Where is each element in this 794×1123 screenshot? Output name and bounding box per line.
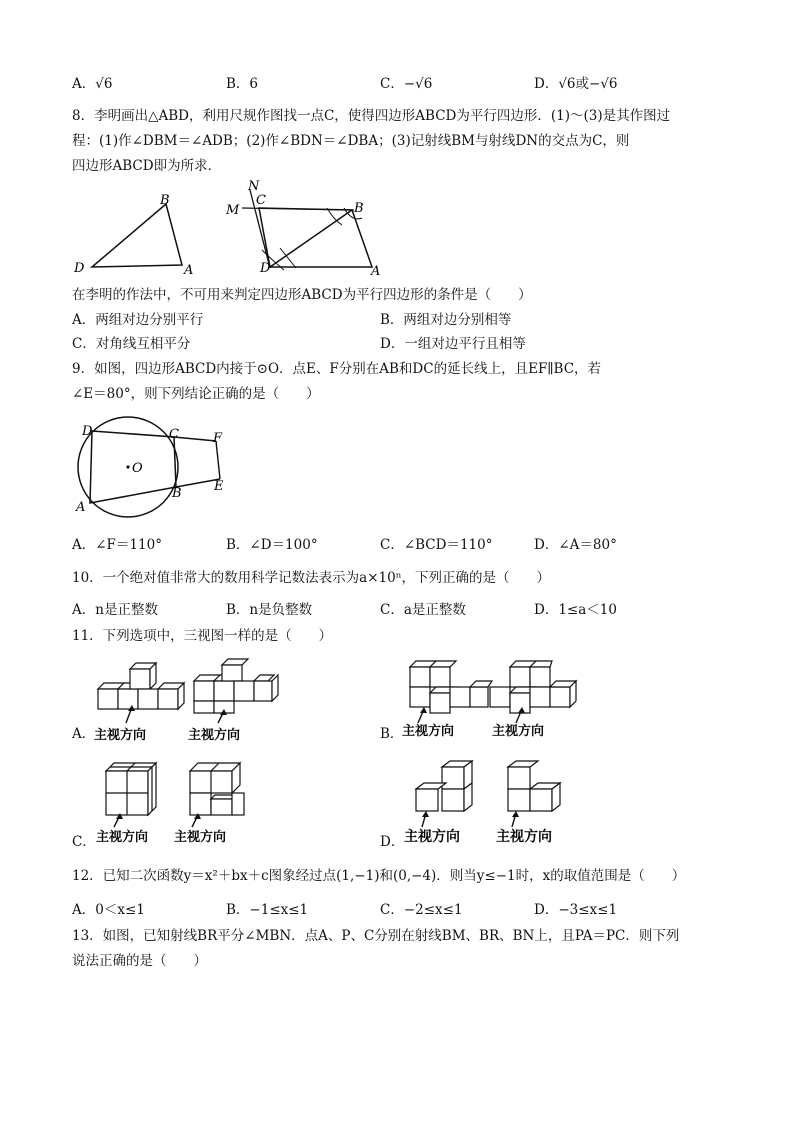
q11-option-d: D． (380, 834, 405, 850)
q13-stem-line-1: 13．如图，已知射线BR平分∠MBN．点A、P、C分别在射线BM、BR、BN上，且PA＝PC．则下列 (72, 928, 680, 944)
q9-fig-label: O (132, 461, 143, 476)
q9-fig-label: E (214, 479, 224, 494)
q8-option-d: D．一组对边平行且相等 (380, 336, 526, 352)
q9-fig-label: A (76, 500, 86, 515)
q10-option-c: C．a是正整数 (380, 602, 466, 618)
q12-option-d: D．−3≤x≤1 (534, 902, 618, 918)
q8-option-b: B．两组对边分别相等 (380, 312, 512, 328)
q11-option-b-figure (402, 655, 592, 745)
q9-stem-line-1: 9．如图，四边形ABCD内接于⊙O．点E、F分别在AB和DC的延长线上，且EF∥BC，若 (72, 361, 602, 377)
q8-fig-right-label: B (354, 201, 364, 216)
q10-stem: 10．一个绝对值非常大的数用科学记数法表示为a×10ⁿ，下列正确的是（ ） (72, 570, 551, 586)
q8-fig-left-label: B (160, 193, 170, 208)
q8-question: 在李明的作法中，不可用来判定四边形ABCD为平行四边形的条件是（ ） (72, 287, 532, 303)
q11-option-d-figure (404, 757, 584, 849)
q10-option-b: B．n是负整数 (226, 602, 313, 618)
q8-stem-line-1: 8．李明画出△ABD，利用尺规作图找一点C，使得四边形ABCD为平行四边形．(1)～(3)是其作图过 (72, 108, 671, 124)
q12-option-b: B．−1≤x≤1 (226, 902, 309, 918)
q8-stem-line-2: 程：(1)作∠DBM＝∠ADB；(2)作∠BDN＝∠DBA；(3)记射线BM与射线DN的交点为C，则 (72, 133, 630, 149)
q8-option-c: C．对角线互相平分 (72, 336, 191, 352)
q9-option-d: D．∠A＝80° (534, 537, 617, 553)
q9-stem-line-2: ∠E＝80°，则下列结论正确的是（ ） (72, 386, 320, 402)
q8-stem-line-3: 四边形ABCD即为所求． (72, 158, 222, 174)
q7-option-b: B．6 (226, 76, 259, 92)
q11-stem: 11．下列选项中，三视图一样的是（ ） (72, 628, 333, 644)
q8-fig-left-label: D (74, 261, 85, 276)
q8-fig-right-label: D (260, 261, 271, 276)
q9-fig-label: F (213, 431, 223, 446)
q11-option-b: B． (380, 726, 404, 742)
q8-fig-left-label: A (184, 263, 194, 278)
q10-option-d: D．1≤a＜10 (534, 602, 617, 618)
q13-stem-line-2: 说法正确的是（ ） (72, 953, 207, 969)
q12-option-a: A．0＜x≤1 (72, 902, 145, 918)
q9-option-a: A．∠F＝110° (72, 537, 162, 553)
q9-fig-label: D (82, 424, 93, 439)
q8-fig-right-label: N (248, 179, 260, 194)
q9-fig-label: C (169, 427, 179, 442)
q11-caption: 主视方向 (492, 724, 545, 739)
q9-option-b: B．∠D＝100° (226, 537, 318, 553)
q11-caption: 主视方向 (94, 728, 147, 743)
q9-fig-label: B (172, 486, 182, 501)
q11-option-c: C． (72, 834, 96, 850)
q11-option-a: A． (72, 726, 96, 742)
q7-option-a: A．√6 (72, 76, 113, 92)
q8-fig-right-label: A (371, 264, 381, 279)
q7-option-d: D．√6或−√6 (534, 76, 618, 92)
q8-figure-parallelogram (222, 178, 392, 278)
q10-option-a: A．n是正整数 (72, 602, 158, 618)
q12-option-c: C．−2≤x≤1 (380, 902, 463, 918)
q11-caption: 主视方向 (174, 830, 227, 845)
q8-option-a: A．两组对边分别平行 (72, 312, 204, 328)
q11-caption: 主视方向 (404, 829, 460, 845)
q12-stem: 12．已知二次函数y＝x²＋bx＋c图象经过点(1,−1)和(0,−4)．则当y≤−1时，x的取值范围是（ ） (72, 868, 686, 884)
q9-option-c: C．∠BCD＝110° (380, 537, 493, 553)
q11-caption: 主视方向 (496, 829, 552, 845)
q11-option-a-figure (94, 655, 294, 745)
q11-caption: 主视方向 (188, 728, 241, 743)
q11-caption: 主视方向 (402, 724, 455, 739)
q7-option-c: C．−√6 (380, 76, 433, 92)
q8-fig-right-label: C (256, 193, 266, 208)
q11-caption: 主视方向 (96, 830, 149, 845)
q11-option-c-figure (94, 757, 264, 849)
q8-fig-right-label: M (226, 203, 240, 218)
q9-figure-circle (70, 415, 240, 520)
q8-figure-triangle (70, 190, 200, 280)
